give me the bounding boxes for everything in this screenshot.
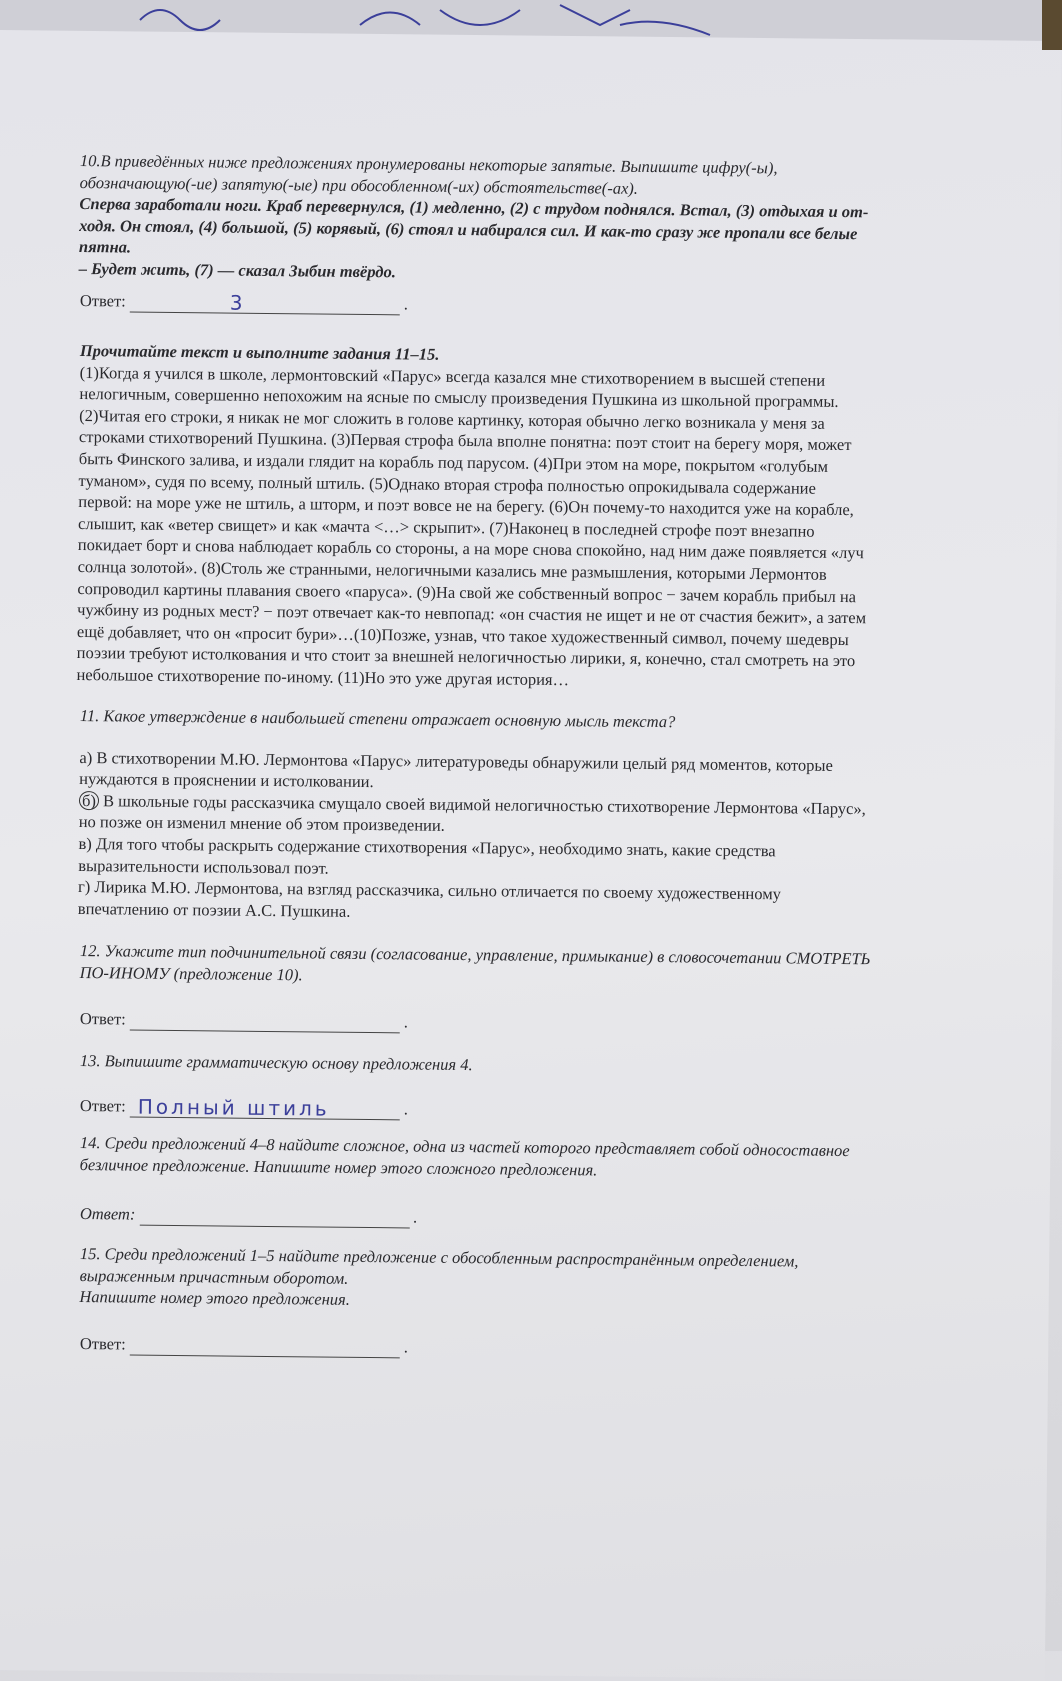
task10-instruction: обозначающую(-ие) запятую(-ые) при обособленном(-их) обстоятельстве(-ах).	[79, 172, 639, 198]
answer-field[interactable]	[130, 1009, 400, 1033]
answer-field[interactable]	[130, 1096, 400, 1120]
answer-field[interactable]	[130, 1334, 400, 1358]
answer-field[interactable]	[139, 1204, 409, 1228]
task13-question: 13. Выпишите грамматическую основу предложения 4.	[79, 1051, 473, 1075]
text-line: (2)Читая его строки, я никак не мог сложить в голове картинку, которая обычно легко возникала у меня за	[79, 405, 825, 433]
answer-field[interactable]	[130, 291, 400, 315]
task10-text	[79, 193, 1040, 289]
text-line: солнца золотой». (8)Столь же странными, нелогичными казались мне размышления, которыми Лермонтов	[77, 556, 827, 584]
answer-label: Ответ:	[79, 1096, 126, 1116]
option-line: в) Для того чтобы раскрыть содержание стихотворения «Парус», необходимо знать, какие средства	[78, 833, 776, 861]
option-line: б) В школьные годы рассказчика смущало своей видимой нелогичностью стихотворение Лермонтова «Парус»,	[79, 790, 1039, 822]
text-line: Напишите номер этого предложения.	[79, 1287, 351, 1310]
answer-label: Ответ:	[79, 1204, 136, 1224]
selected-option-circle: б)	[79, 791, 99, 810]
text-line: 14. Среди предложений 4–8 найдите сложное, одна из частей которого представляет собой односоставное	[79, 1133, 850, 1161]
text-line: чужбину из родных мест? − поэт отвечает как-то невпопад: «он счастия не ищет и не от счастия бежит», а затем	[77, 600, 867, 628]
text-line: туманом», судя по всему, полный штиль. (5)Однако вторая строфа полностью опрокидывала содержание	[78, 470, 816, 498]
text-line: ПО-ИНОМУ (предложение 10).	[79, 962, 303, 984]
text-line: поэзии требуют истолкования и что стоит за внешней нелогичностью лирики, я, конечно, стал смотреть на это	[76, 643, 856, 671]
text-line: ещё добавляет, что он «просит бури»…(10)Позже, узнав, что такое художественный символ, почему шедевры	[76, 621, 849, 649]
text-line: (1)Когда я учился в школе, лермонтовский «Парус» всегда казался мне стихотворением в высшей степени	[79, 362, 826, 390]
text-line: покидает борт и снова наблюдает корабль со стороны, а на море снова спокойно, над ним даже появляется «луч	[77, 535, 865, 563]
task15	[79, 1243, 1040, 1318]
handwritten-answer: 3	[229, 290, 246, 315]
task10	[79, 150, 1040, 290]
task15-answer: Ответ: .	[79, 1334, 409, 1357]
task11-question: 11. Какое утверждение в наибольшей степени отражает основную мысль текста?	[79, 705, 676, 732]
handwritten-answer: Полный штиль	[137, 1094, 330, 1121]
text-line: небольшое стихотворение по-иному. (11)Но это уже другая история…	[76, 664, 570, 690]
answer-label: Ответ:	[79, 1008, 126, 1029]
passage-heading: Прочитайте текст и выполните задания 11–15.	[79, 340, 440, 364]
text-line: выраженным причастным оборотом.	[79, 1265, 349, 1288]
text-line: 15. Среди предложений 1–5 найдите предложение с обособленным распространённым определением,	[79, 1244, 799, 1271]
task14-answer: Ответ: .	[79, 1204, 418, 1227]
task15-question	[79, 1243, 1040, 1318]
task11-options	[78, 747, 1040, 930]
background-corner	[1042, 0, 1062, 50]
text-line: сопроводил картины плавания своего «паруса». (9)На свой же собственный вопрос − зачем корабль прибыл на	[77, 578, 857, 606]
text-line: первой: на море уже не штиль, а шторм, и поэт вовсе не на берегу. (6)Он почему-то находится уже на корабле,	[78, 492, 854, 520]
task11	[78, 705, 1040, 929]
option-line: выразительности использовал поэт.	[78, 855, 329, 878]
answer-label: Ответ:	[79, 1334, 126, 1354]
text-line: слышит, как «ветер свищет» и как «мачта <…> скрыпит». (7)Наконец в последней строфе поэт внезапно	[77, 513, 815, 541]
option-line: впечатлению от поэзии А.С. Пушкина.	[77, 898, 351, 921]
option-line: но позже он изменил мнение об этом произведении.	[78, 812, 445, 836]
task10-answer: Ответ: 3 .	[79, 290, 409, 315]
option-line: нуждаются в прояснении и истолковании.	[79, 769, 374, 792]
text-line: – Будет жить, (7) — сказал Зыбин твёрдо.	[78, 258, 396, 282]
text-line: Сперва заработали ноги. Краб перевернулся, (1) медленно, (2) с трудом поднялся. Встал, (3) отдыхая и от-	[79, 194, 869, 222]
text-line: безличное предложение. Напишите номер этого сложного предложения.	[79, 1154, 598, 1180]
text-line: быть Финского залива, и издали глядит на корабль под парусом. (4)При этом на море, покрытом «голубым	[78, 448, 829, 476]
text-line: ходя. Он стоял, (4) большой, (5) корявый, (6) стоял и набирался сил. И как-то сразу же пропали все белые	[79, 215, 858, 243]
task12-answer: Ответ: .	[79, 1008, 409, 1032]
text-line: 12. Укажите тип подчинительной связи (согласование, управление, примыкание) в словосочетании СМОТРЕТЬ	[79, 940, 871, 969]
option-line: а) В стихотворении М.Ю. Лермонтова «Парус» литературоведы обнаружили целый ряд моментов, которые	[79, 747, 833, 775]
reading-passage	[76, 340, 1040, 696]
option-line: г) Лирика М.Ю. Лермонтова, на взгляд рассказчика, сильно отличается по своему художественному	[77, 877, 782, 904]
task13-answer: Ответ: Полный штиль .	[79, 1094, 409, 1121]
answer-label: Ответ:	[79, 290, 126, 311]
task10-instruction: 10.В приведённых ниже предложениях пронумерованы некоторые запятые. Выпишите цифру(-ы),	[79, 150, 778, 178]
text-line: строками стихотворений Пушкина. (3)Первая строфа была вполне понятна: поэт стоит на берегу моря, может	[78, 427, 852, 455]
text-line: пятна.	[78, 237, 132, 257]
passage-text	[76, 362, 1039, 696]
text-line: нелогичным, совершенно непохожим на ясные по смыслу произведения Пушкина из школьной программы.	[79, 384, 839, 412]
